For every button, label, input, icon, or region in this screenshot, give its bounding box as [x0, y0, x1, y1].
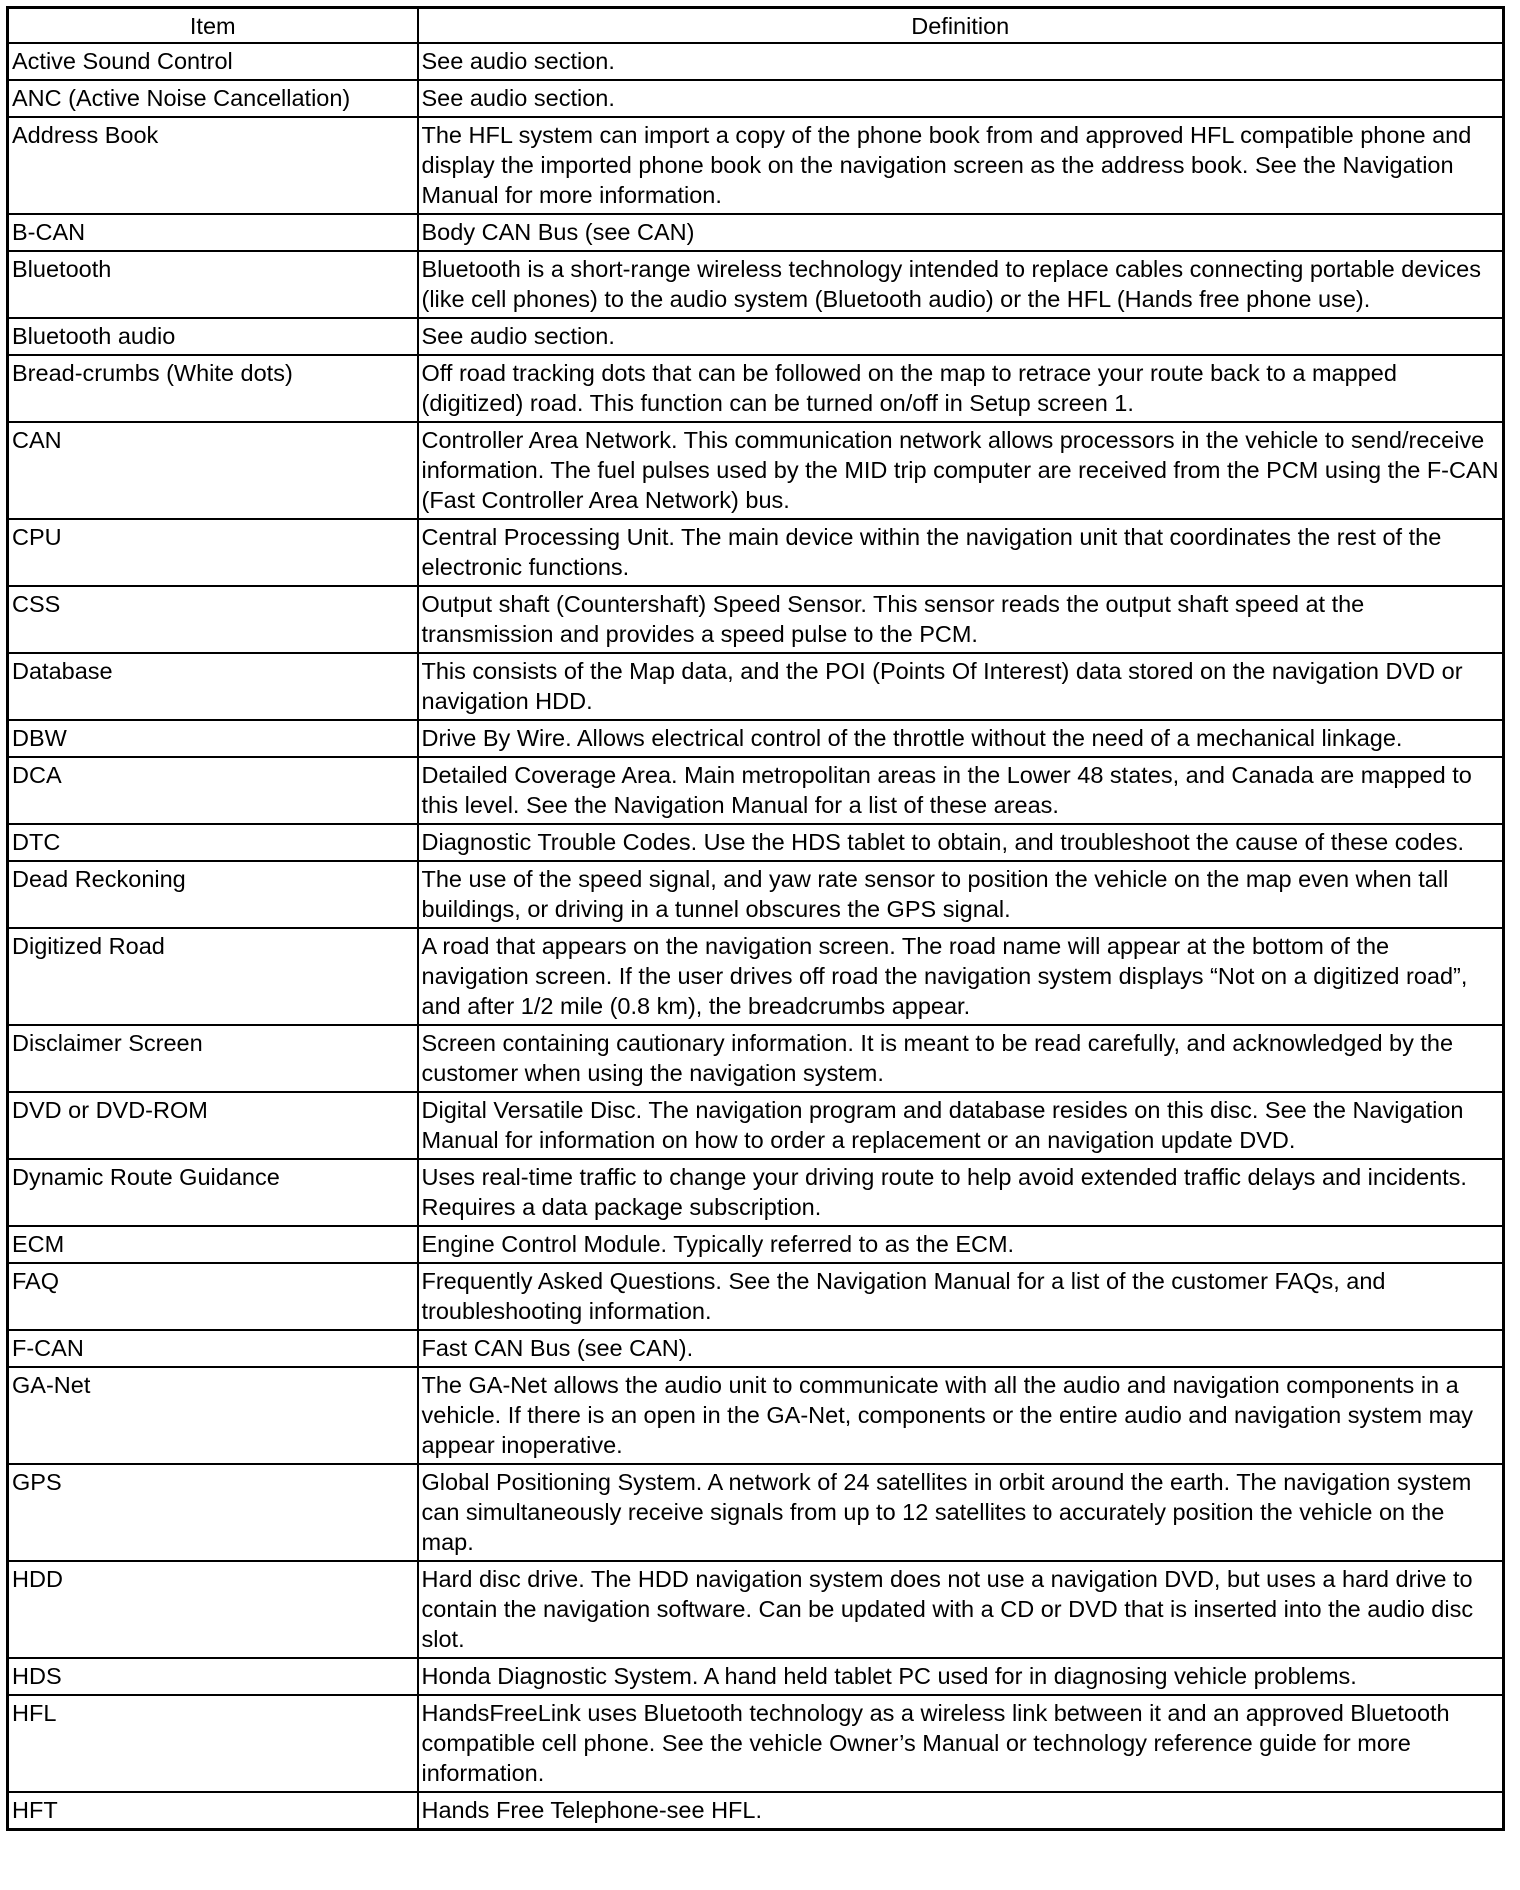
term-cell: Dead Reckoning	[8, 861, 418, 928]
definition-cell: Hard disc drive. The HDD navigation system does not use a navigation DVD, but uses a hard drive to contain the navigation software. Can be updated with a CD or DVD that is inserted into the audio disc slot.	[418, 1561, 1504, 1658]
term-cell: Bluetooth audio	[8, 318, 418, 355]
glossary-body	[8, 43, 1504, 1830]
definition-cell: Output shaft (Countershaft) Speed Sensor. This sensor reads the output shaft speed at the transmission and provides a speed pulse to the PCM.	[418, 586, 1504, 653]
definition-cell: See audio section.	[418, 80, 1504, 117]
term-cell: HFL	[8, 1695, 418, 1792]
definition-cell: Global Positioning System. A network of 24 satellites in orbit around the earth. The navigation system can simultaneously receive signals from up to 12 satellites to accurately position the vehicle on the map.	[418, 1464, 1504, 1561]
definition-cell: Body CAN Bus (see CAN)	[418, 214, 1504, 251]
term-cell: CSS	[8, 586, 418, 653]
term-cell: Dynamic Route Guidance	[8, 1159, 418, 1226]
table-row	[8, 1367, 1504, 1464]
definition-cell: Fast CAN Bus (see CAN).	[418, 1330, 1504, 1367]
term-cell: DBW	[8, 720, 418, 757]
table-row	[8, 586, 1504, 653]
term-cell: Bread-crumbs (White dots)	[8, 355, 418, 422]
term-cell: Database	[8, 653, 418, 720]
term-cell: GA-Net	[8, 1367, 418, 1464]
table-row	[8, 1561, 1504, 1658]
term-cell: Active Sound Control	[8, 43, 418, 80]
table-row	[8, 928, 1504, 1025]
term-cell: ECM	[8, 1226, 418, 1263]
definition-cell: A road that appears on the navigation screen. The road name will appear at the bottom of the navigation screen. If the user drives off road the navigation system displays “Not on a digitized road”, and after 1/2 mile (0.8 km), the breadcrumbs appear.	[418, 928, 1504, 1025]
definition-cell: The GA-Net allows the audio unit to communicate with all the audio and navigation components in a vehicle. If there is an open in the GA-Net, components or the entire audio and navigation system may appear inoperative.	[418, 1367, 1504, 1464]
table-row	[8, 757, 1504, 824]
definition-cell: Drive By Wire. Allows electrical control of the throttle without the need of a mechanical linkage.	[418, 720, 1504, 757]
definition-cell: Screen containing cautionary information. It is meant to be read carefully, and acknowledged by the customer when using the navigation system.	[418, 1025, 1504, 1092]
definition-cell: See audio section.	[418, 318, 1504, 355]
table-row	[8, 720, 1504, 757]
definition-cell: Frequently Asked Questions. See the Navigation Manual for a list of the customer FAQs, and troubleshooting information.	[418, 1263, 1504, 1330]
term-cell: DVD or DVD-ROM	[8, 1092, 418, 1159]
definition-cell: Hands Free Telephone-see HFL.	[418, 1792, 1504, 1830]
definition-cell: Detailed Coverage Area. Main metropolitan areas in the Lower 48 states, and Canada are mapped to this level. See the Navigation Manual for a list of these areas.	[418, 757, 1504, 824]
table-row	[8, 1464, 1504, 1561]
table-row	[8, 1695, 1504, 1792]
term-cell: DCA	[8, 757, 418, 824]
definition-cell: The HFL system can import a copy of the phone book from and approved HFL compatible phone and display the imported phone book on the navigation screen as the address book. See the Navigation Manual for more information.	[418, 117, 1504, 214]
table-row	[8, 355, 1504, 422]
table-row	[8, 1025, 1504, 1092]
table-row	[8, 318, 1504, 355]
table-row	[8, 824, 1504, 861]
definition-cell: Honda Diagnostic System. A hand held tablet PC used for in diagnosing vehicle problems.	[418, 1658, 1504, 1695]
definition-cell: HandsFreeLink uses Bluetooth technology as a wireless link between it and an approved Bluetooth compatible cell phone. See the vehicle Owner’s Manual or technology reference guide for more information.	[418, 1695, 1504, 1792]
table-row	[8, 861, 1504, 928]
table-row	[8, 1792, 1504, 1830]
term-cell: FAQ	[8, 1263, 418, 1330]
term-cell: ANC (Active Noise Cancellation)	[8, 80, 418, 117]
header-item: Item	[8, 8, 418, 44]
header-definition: Definition	[418, 8, 1504, 44]
table-row	[8, 1330, 1504, 1367]
table-row	[8, 1226, 1504, 1263]
table-row	[8, 117, 1504, 214]
definition-cell: Uses real-time traffic to change your driving route to help avoid extended traffic delays and incidents. Requires a data package subscription.	[418, 1159, 1504, 1226]
definition-cell: Controller Area Network. This communication network allows processors in the vehicle to send/receive information. The fuel pulses used by the MID trip computer are received from the PCM using the F-CAN (Fast Controller Area Network) bus.	[418, 422, 1504, 519]
term-cell: GPS	[8, 1464, 418, 1561]
table-row	[8, 422, 1504, 519]
table-row	[8, 1159, 1504, 1226]
definition-cell: Diagnostic Trouble Codes. Use the HDS tablet to obtain, and troubleshoot the cause of these codes.	[418, 824, 1504, 861]
header-row	[8, 8, 1504, 44]
term-cell: F-CAN	[8, 1330, 418, 1367]
term-cell: Address Book	[8, 117, 418, 214]
term-cell: B-CAN	[8, 214, 418, 251]
table-row	[8, 214, 1504, 251]
term-cell: Bluetooth	[8, 251, 418, 318]
table-row	[8, 43, 1504, 80]
table-row	[8, 1263, 1504, 1330]
table-row	[8, 519, 1504, 586]
definition-cell: The use of the speed signal, and yaw rate sensor to position the vehicle on the map even when tall buildings, or driving in a tunnel obscures the GPS signal.	[418, 861, 1504, 928]
definition-cell: Bluetooth is a short-range wireless technology intended to replace cables connecting portable devices (like cell phones) to the audio system (Bluetooth audio) or the HFL (Hands free phone use).	[418, 251, 1504, 318]
term-cell: HFT	[8, 1792, 418, 1830]
table-row	[8, 251, 1504, 318]
definition-cell: Off road tracking dots that can be followed on the map to retrace your route back to a mapped (digitized) road. This function can be turned on/off in Setup screen 1.	[418, 355, 1504, 422]
term-cell: Disclaimer Screen	[8, 1025, 418, 1092]
glossary-table	[6, 6, 1505, 1831]
definition-cell: This consists of the Map data, and the POI (Points Of Interest) data stored on the navigation DVD or navigation HDD.	[418, 653, 1504, 720]
term-cell: HDS	[8, 1658, 418, 1695]
table-row	[8, 80, 1504, 117]
term-cell: DTC	[8, 824, 418, 861]
term-cell: HDD	[8, 1561, 418, 1658]
term-cell: CAN	[8, 422, 418, 519]
definition-cell: See audio section.	[418, 43, 1504, 80]
table-row	[8, 653, 1504, 720]
table-row	[8, 1092, 1504, 1159]
table-row	[8, 1658, 1504, 1695]
definition-cell: Digital Versatile Disc. The navigation program and database resides on this disc. See the Navigation Manual for information on how to order a replacement or an navigation update DVD.	[418, 1092, 1504, 1159]
definition-cell: Central Processing Unit. The main device within the navigation unit that coordinates the rest of the electronic functions.	[418, 519, 1504, 586]
term-cell: CPU	[8, 519, 418, 586]
term-cell: Digitized Road	[8, 928, 418, 1025]
definition-cell: Engine Control Module. Typically referred to as the ECM.	[418, 1226, 1504, 1263]
